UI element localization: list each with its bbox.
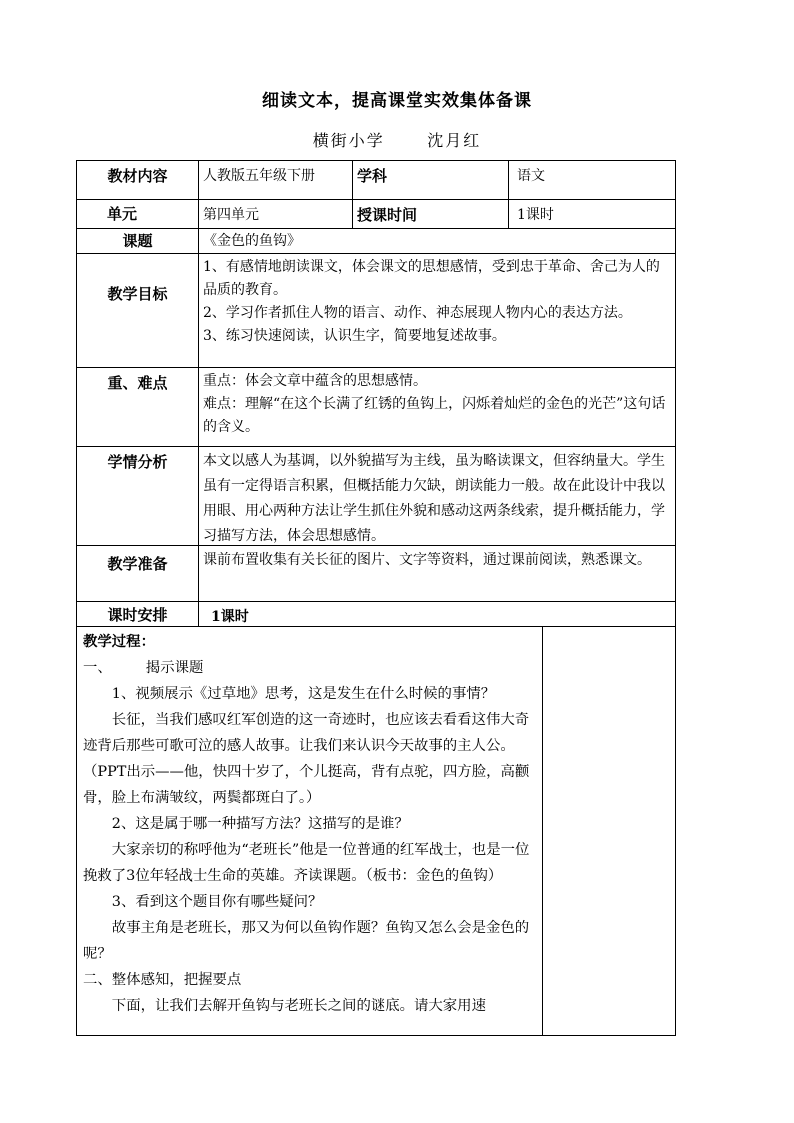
process-heading: 教学过程： bbox=[83, 633, 155, 650]
label-student-analysis: 学情分析 bbox=[76, 446, 199, 546]
label-textbook: 教材内容 bbox=[76, 160, 199, 200]
schedule: 1课时 bbox=[198, 601, 676, 627]
process-notes-column bbox=[542, 626, 676, 1036]
goal-item: 2、学习作者抓住人物的语言、动作、神态展现人物内心的表达方法。 bbox=[203, 305, 632, 321]
value-textbook: 人教版五年级下册 bbox=[198, 160, 353, 200]
section-1-heading bbox=[83, 655, 536, 681]
label-class-time: 授课时间 bbox=[352, 199, 509, 229]
process-paragraph: 长征，当我们感叹红军创造的这一奇迹时，也应该去看看这伟大奇迹背后那些可歌可泣的感人故事。让我们来认识今天故事的主人公。（PPT出示——他，快四十岁了，个儿挺高，背有点驼，四方脸，高颧骨，脸上布满皱纹，两鬓都斑白了。） bbox=[83, 712, 530, 806]
process-paragraph: 故事主角是老班长，那又为何以鱼钩作题？鱼钩又怎么会是金色的呢？ bbox=[83, 920, 530, 962]
section-1-title: 揭示课题 bbox=[145, 660, 204, 676]
label-topic: 课题 bbox=[76, 228, 199, 254]
process-paragraph: 3、看到这个题目你有哪些疑问？ bbox=[111, 894, 323, 910]
value-subject: 语文 bbox=[508, 160, 676, 200]
label-subject: 学科 bbox=[352, 160, 509, 200]
value-unit: 第四单元 bbox=[198, 199, 353, 229]
difficulty-item: 难点：理解“在这个长满了红锈的鱼钩上，闪烁着灿烂的金色的光芒”这句话的含义。 bbox=[203, 396, 666, 435]
key-points bbox=[198, 367, 676, 447]
student-analysis: 本文以感人为基调，以外貌描写为主线，虽为略读课文，但容纳量大。学生虽有一定得语言积累，但概括能力欠缺，朗读能力一般。故在此设计中我以用眼、用心两种方法让学生抓住外貌和感动这两条线索，提升概括能力，学习描写方法，体会思想感情。 bbox=[198, 446, 676, 546]
label-unit: 单元 bbox=[76, 199, 199, 229]
section-2-heading: 二、整体感知，把握要点 bbox=[83, 972, 242, 988]
process-paragraph: 大家亲切的称呼他为“老班长”他是一位普通的红军战士，也是一位挽救了3位年轻战士生命的英雄。齐读课题。（板书：金色的鱼钩） bbox=[83, 842, 530, 884]
label-schedule: 课时安排 bbox=[76, 601, 199, 627]
goal-item: 3、练习快速阅读，认识生字，简要地复述故事。 bbox=[203, 328, 506, 344]
preparation: 课前布置收集有关长征的图片、文字等资料，通过课前阅读，熟悉课文。 bbox=[198, 545, 676, 602]
process-paragraph: 下面，让我们去解开鱼钩与老班长之间的谜底。请大家用速 bbox=[111, 998, 486, 1014]
process-paragraph: 1、视频展示《过草地》思考，这是发生在什么时候的事情？ bbox=[111, 686, 496, 702]
teaching-process bbox=[76, 626, 543, 1036]
label-preparation: 教学准备 bbox=[76, 545, 199, 602]
value-class-time: 1课时 bbox=[508, 199, 676, 229]
goal-item: 1、有感情地朗读课文，体会课文的思想感情，受到忠于革命、舍己为人的品质的教育。 bbox=[203, 259, 660, 298]
key-point-item: 重点：体会文章中蕴含的思想感情。 bbox=[203, 373, 427, 389]
section-1-number: 一、 bbox=[83, 660, 112, 676]
document-title: 细读文本，提高课堂实效集体备课 bbox=[262, 91, 532, 111]
teaching-goals bbox=[198, 253, 676, 368]
process-paragraph: 2、这是属于哪一种描写方法？这描写的是谁？ bbox=[111, 816, 409, 832]
label-teaching-goals: 教学目标 bbox=[76, 253, 199, 368]
label-key-points: 重、难点 bbox=[76, 367, 199, 447]
value-topic: 《金色的鱼钩》 bbox=[198, 228, 676, 254]
author-line: 横街小学 沈月红 bbox=[312, 131, 482, 150]
